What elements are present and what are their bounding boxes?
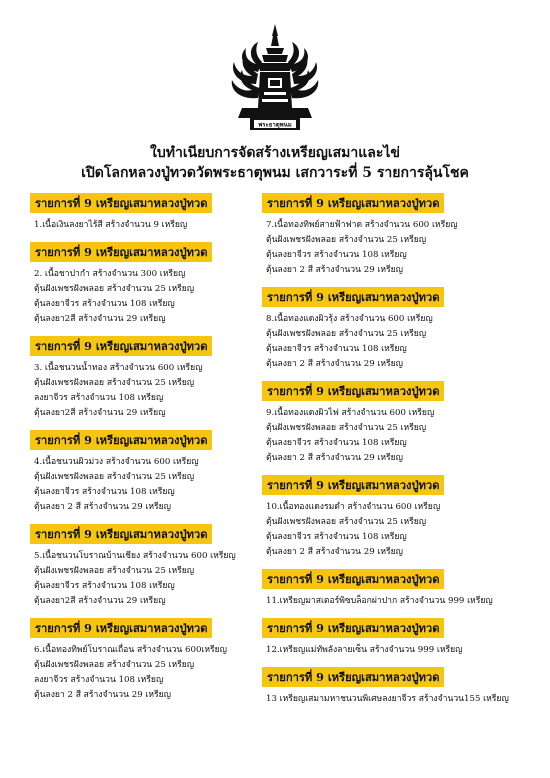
item-heading-band: รายการที่ 9 เหรียญเสมาหลวงปู่ทวด bbox=[262, 667, 444, 687]
list-item bbox=[262, 666, 512, 707]
item-line: 3. เนื้อชนวนน้ำทอง สร้างจำนวน 600 เหรียญ bbox=[34, 363, 203, 373]
item-line: 2. เนื้อชาปากำ สร้างจำนวน 300 เหรียญ bbox=[34, 269, 186, 279]
temple-emblem-logo bbox=[228, 22, 322, 134]
item-line: ตุ้นลงยาจีวร สร้างจำนวน 108 เหรียญ bbox=[34, 581, 175, 591]
item-line: 6.เนื้อทองทิพย์โบราณเถื่อน สร้างจำนวน 600เหรียญ bbox=[34, 645, 227, 655]
item-lines bbox=[262, 218, 512, 278]
item-line: ตุ้นลงยาจีวร สร้างจำนวน 108 เหรียญ bbox=[266, 250, 407, 260]
item-heading-band: รายการที่ 9 เหรียญเสมาหลวงปู่ทวด bbox=[30, 336, 212, 356]
item-line: ลงยาจีวร สร้างจำนวน 108 เหรียญ bbox=[34, 393, 164, 403]
item-lines bbox=[262, 643, 512, 658]
item-line: 5.เนื้อชนวนโบราณบ้านเชียง สร้างจำนวน 600 เหรียญ bbox=[34, 551, 236, 561]
item-heading-band: รายการที่ 9 เหรียญเสมาหลวงปู่ทวด bbox=[262, 569, 444, 589]
item-line: ตุ้นฝังเพชรฝังพลอย สร้างจำนวน 25 เหรียญ bbox=[34, 660, 195, 670]
item-lines bbox=[30, 455, 280, 515]
item-line: ตุ้นลงยา 2 สี สร้างจำนวน 29 เหรียญ bbox=[266, 453, 403, 463]
item-line: 1.เนื้อเงินลงยาไร้สี สร้างจำนวน 9 เหรียญ bbox=[34, 220, 188, 230]
item-lines bbox=[30, 549, 280, 609]
item-lines bbox=[30, 267, 280, 327]
item-line: ตุ้นลงยาจีวร สร้างจำนวน 108 เหรียญ bbox=[266, 438, 407, 448]
item-line: ตุ้นฝังเพชรฝังพลอย สร้างจำนวน 25 เหรียญ bbox=[34, 566, 195, 576]
list-item bbox=[262, 568, 512, 609]
list-item bbox=[30, 429, 280, 515]
item-line: ตุ้นฝังเพชรฝังพลอย สร้างจำนวน 25 เหรียญ bbox=[266, 329, 427, 339]
item-heading-band: รายการที่ 9 เหรียญเสมาหลวงปู่ทวด bbox=[262, 287, 444, 307]
list-item bbox=[30, 523, 280, 609]
item-heading-band: รายการที่ 9 เหรียญเสมาหลวงปู่ทวด bbox=[30, 618, 212, 638]
item-lines bbox=[262, 500, 512, 560]
item-line: ตุ้นฝังเพชรฝังพลอย สร้างจำนวน 25 เหรียญ bbox=[34, 378, 195, 388]
list-item bbox=[262, 617, 512, 658]
logo-text: พระธาตุพนม bbox=[258, 121, 292, 129]
item-line: 9.เนื้อทองแดงผิวไฟ สร้างจำนวน 600 เหรียญ bbox=[266, 408, 435, 418]
item-lines bbox=[262, 312, 512, 372]
item-heading-band: รายการที่ 9 เหรียญเสมาหลวงปู่ทวด bbox=[262, 618, 444, 638]
list-item bbox=[30, 192, 280, 233]
item-lines bbox=[30, 361, 280, 421]
item-line: ตุ้นฝังเพชรฝังพลอย สร้างจำนวน 25 เหรียญ bbox=[34, 472, 195, 482]
document-title-line-2: เปิดโลกหลวงปู่ทวดวัดพระธาตุพนม เสกวาระที่ 5 รายการลุ้นโชค bbox=[81, 165, 469, 181]
item-heading-band: รายการที่ 9 เหรียญเสมาหลวงปู่ทวด bbox=[262, 381, 444, 401]
item-heading-band: รายการที่ 9 เหรียญเสมาหลวงปู่ทวด bbox=[262, 475, 444, 495]
item-heading-band: รายการที่ 9 เหรียญเสมาหลวงปู่ทวด bbox=[30, 524, 212, 544]
item-line: 11.เหรียญมาสเตอร์พิซบล็อกผ่าปาก สร้างจำนวน 999 เหรียญ bbox=[266, 596, 493, 606]
item-line: ตุ้นฝังเพชรฝังพลอย สร้างจำนวน 25 เหรียญ bbox=[266, 423, 427, 433]
item-line: ตุ้นฝังเพชรฝังพลอย สร้างจำนวน 25 เหรียญ bbox=[34, 284, 195, 294]
item-line: 12.เหรียญแม่ทัพลังลายเซ็น สร้างจำนวน 999 เหรียญ bbox=[266, 645, 463, 655]
item-line: 13 เหรียญเสมามหาชนวนพิเศษลงยาจีวร สร้างจำนวน155 เหรียญ bbox=[266, 694, 509, 704]
list-item bbox=[30, 335, 280, 421]
item-lines bbox=[262, 406, 512, 466]
list-item bbox=[262, 380, 512, 466]
item-line: ตุ้นฝังเพชรฝังพลอย สร้างจำนวน 25 เหรียญ bbox=[266, 517, 427, 527]
item-line: ตุ้นลงยาจีวร สร้างจำนวน 108 เหรียญ bbox=[34, 299, 175, 309]
list-item bbox=[30, 617, 280, 703]
item-lines bbox=[30, 643, 280, 703]
item-line: 7.เนื้อทองทิพย์สายฟ้าฟาด สร้างจำนวน 600 เหรียญ bbox=[266, 220, 458, 230]
list-item bbox=[30, 241, 280, 327]
right-column bbox=[262, 192, 512, 715]
item-line: ตุ้นลงยา2สี สร้างจำนวน 29 เหรียญ bbox=[34, 596, 166, 606]
item-line: 4.เนื้อชนวนผิวม่วง สร้างจำนวน 600 เหรียญ bbox=[34, 457, 199, 467]
left-column bbox=[30, 192, 280, 711]
list-item bbox=[262, 286, 512, 372]
item-line: 8.เนื้อทองแดงผิวรุ้ง สร้างจำนวน 600 เหรียญ bbox=[266, 314, 433, 324]
item-heading-band: รายการที่ 9 เหรียญเสมาหลวงปู่ทวด bbox=[30, 430, 212, 450]
item-line: ตุ้นลงยาจีวร สร้างจำนวน 108 เหรียญ bbox=[266, 532, 407, 542]
item-heading-band: รายการที่ 9 เหรียญเสมาหลวงปู่ทวด bbox=[30, 242, 212, 262]
item-line: ตุ้นลงยา2สี สร้างจำนวน 29 เหรียญ bbox=[34, 314, 166, 324]
item-line: ตุ้นลงยา 2 สี สร้างจำนวน 29 เหรียญ bbox=[266, 359, 403, 369]
item-line: 10.เนื้อทองแดงรมดำ สร้างจำนวน 600 เหรียญ bbox=[266, 502, 441, 512]
item-line: ตุ้นลงยา 2 สี สร้างจำนวน 29 เหรียญ bbox=[34, 690, 171, 700]
item-line: ลงยาจีวร สร้างจำนวน 108 เหรียญ bbox=[34, 675, 164, 685]
item-line: ตุ้นลงยาจีวร สร้างจำนวน 108 เหรียญ bbox=[266, 344, 407, 354]
item-line: ตุ้นลงยาจีวร สร้างจำนวน 108 เหรียญ bbox=[34, 487, 175, 497]
item-heading-band: รายการที่ 9 เหรียญเสมาหลวงปู่ทวด bbox=[30, 193, 212, 213]
item-lines bbox=[262, 594, 512, 609]
item-heading-band: รายการที่ 9 เหรียญเสมาหลวงปู่ทวด bbox=[262, 193, 444, 213]
item-line: ตุ้นลงยา2สี สร้างจำนวน 29 เหรียญ bbox=[34, 408, 166, 418]
item-lines bbox=[30, 218, 280, 233]
document-title-line-1: ใบทำเนียบการจัดสร้างเหรียญเสมาและไข่ bbox=[150, 145, 400, 161]
item-lines bbox=[262, 692, 512, 707]
item-line: ตุ้นฝังเพชรฝังพลอย สร้างจำนวน 25 เหรียญ bbox=[266, 235, 427, 245]
item-line: ตุ้นลงยา 2 สี สร้างจำนวน 29 เหรียญ bbox=[266, 547, 403, 557]
item-line: ตุ้นลงยา 2 สี สร้างจำนวน 29 เหรียญ bbox=[34, 502, 171, 512]
list-item bbox=[262, 474, 512, 560]
item-line: ตุ้นลงยา 2 สี สร้างจำนวน 29 เหรียญ bbox=[266, 265, 403, 275]
list-item bbox=[262, 192, 512, 278]
